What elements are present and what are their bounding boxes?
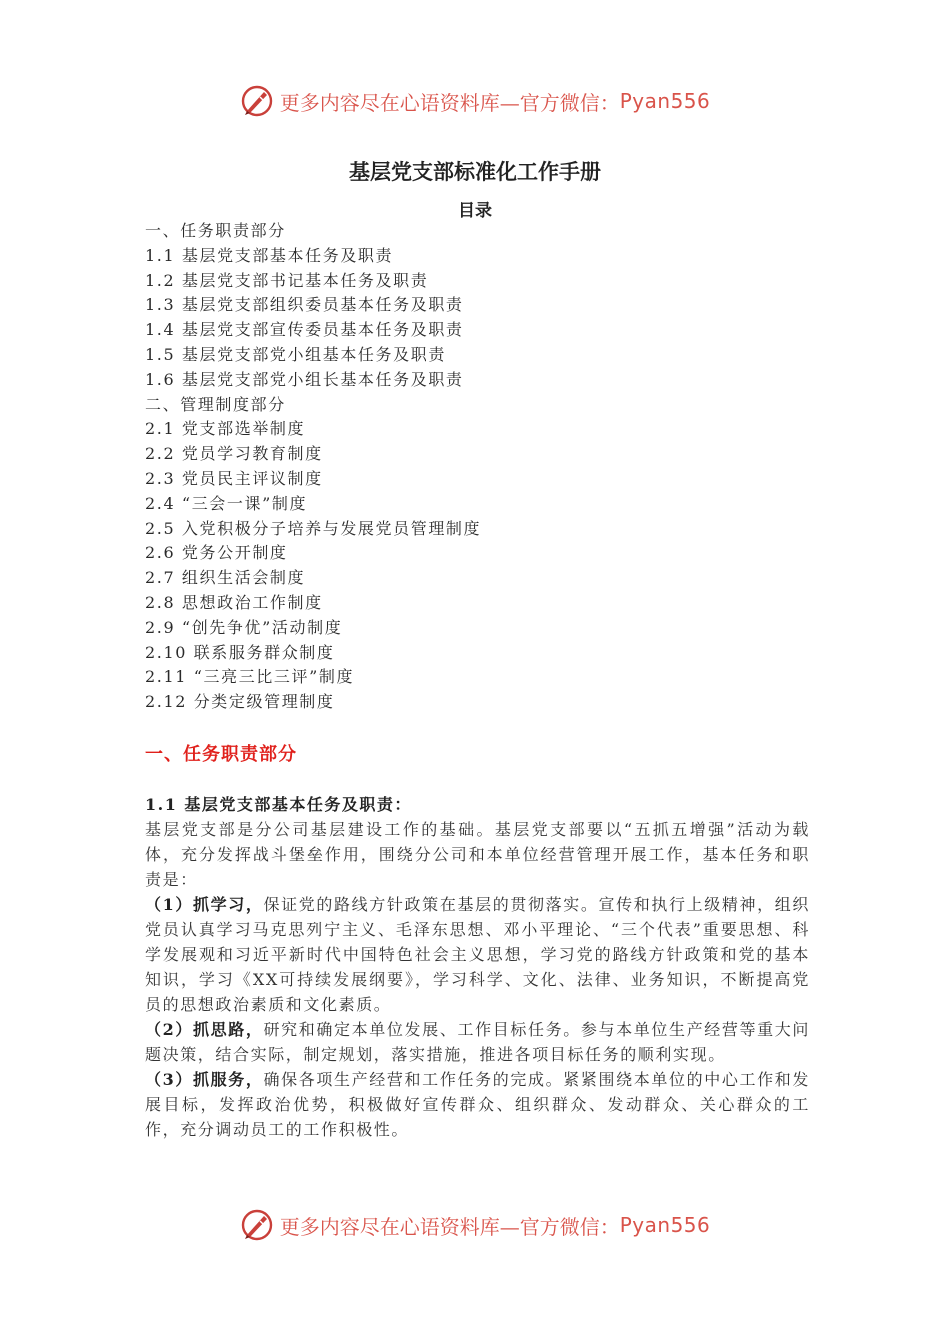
watermark-footer xyxy=(0,1208,950,1242)
toc-item: 1.2 基层党支部书记基本任务及职责 xyxy=(145,270,429,290)
pen-logo-icon xyxy=(240,84,274,118)
toc-item: 2.6 党务公开制度 xyxy=(145,543,288,563)
subsection-heading: 1.1 基层党支部基本任务及职责： xyxy=(145,795,412,814)
toc-item: 一、任务职责部分 xyxy=(145,221,286,240)
watermark-text: 更多内容尽在心语资料库—官方微信： xyxy=(279,1214,620,1239)
toc-item: 2.3 党员民主评议制度 xyxy=(145,468,323,488)
toc-item: 1.5 基层党支部党小组基本任务及职责 xyxy=(145,344,446,364)
watermark-text: 更多内容尽在心语资料库—官方微信： xyxy=(279,90,620,115)
task-item-label: （3）抓服务， xyxy=(145,1070,264,1089)
task-item-text: 保证党的路线方针政策在基层的贯彻落实。宣传和执行上级精神，组织党员认真学习马克思列宁主义、毛泽东思想、邓小平理论、“三个代表”重要思想、科学发展观和习近平新时代中国特色社会主义思想，学习党的路线方针政策和党的基本知识，学习《XX可持续发展纲要》，学习科学、文化、法律、业务知识，不断提高党员的思想政治素质和文化素质。 xyxy=(145,895,810,1014)
intro-paragraph: 基层党支部是分公司基层建设工作的基础。基层党支部要以“五抓五增强”活动为载体，充分发挥战斗堡垒作用，围绕分公司和本单位经营管理开展工作，基本任务和职责是： xyxy=(145,820,810,889)
task-item-text: 研究和确定本单位发展、工作目标任务。参与本单位生产经营等重大问题决策，结合实际，制定规划，落实措施，推进各项目标任务的顺利实现。 xyxy=(145,1020,810,1064)
task-item-label: （2）抓思路， xyxy=(145,1020,264,1039)
watermark-header xyxy=(0,84,950,118)
toc-item: 2.12 分类定级管理制度 xyxy=(145,692,335,712)
toc-item: 2.2 党员学习教育制度 xyxy=(145,444,323,464)
task-item xyxy=(145,1017,810,1067)
toc-item: 2.11 “三亮三比三评”制度 xyxy=(145,667,355,687)
watermark-handle: Pyan556 xyxy=(619,89,711,113)
watermark-handle: Pyan556 xyxy=(619,1213,711,1237)
task-item-label: （1）抓学习， xyxy=(145,895,264,914)
toc-item: 1.4 基层党支部宣传委员基本任务及职责 xyxy=(145,320,464,340)
toc-heading: 目录 xyxy=(458,201,492,221)
task-item xyxy=(145,1067,810,1142)
pen-logo-icon xyxy=(240,1208,274,1242)
toc-item: 2.8 思想政治工作制度 xyxy=(145,592,323,612)
toc-item: 2.9 “创先争优”活动制度 xyxy=(145,617,343,637)
section-heading: 一、任务职责部分 xyxy=(145,744,297,765)
toc-item: 二、管理制度部分 xyxy=(145,394,286,414)
toc-item: 2.5 入党积极分子培养与发展党员管理制度 xyxy=(145,518,482,538)
toc-item: 1.3 基层党支部组织委员基本任务及职责 xyxy=(145,295,464,315)
toc-item: 2.7 组织生活会制度 xyxy=(145,568,306,588)
toc-item: 1.6 基层党支部党小组长基本任务及职责 xyxy=(145,369,464,389)
toc-item: 2.10 联系服务群众制度 xyxy=(145,642,335,662)
table-of-contents xyxy=(145,219,825,715)
document-title: 基层党支部标准化工作手册 xyxy=(349,160,601,184)
toc-item: 2.1 党支部选举制度 xyxy=(145,419,306,439)
section-body xyxy=(145,817,810,1142)
task-item-text: 确保各项生产经营和工作任务的完成。紧紧围绕本单位的中心工作和发展目标，发挥政治优势，积极做好宣传群众、组织群众、发动群众、关心群众的工作，充分调动员工的工作积极性。 xyxy=(145,1070,810,1139)
toc-item: 1.1 基层党支部基本任务及职责 xyxy=(145,245,394,265)
task-item xyxy=(145,892,810,1017)
toc-item: 2.4 “三会一课”制度 xyxy=(145,493,308,513)
